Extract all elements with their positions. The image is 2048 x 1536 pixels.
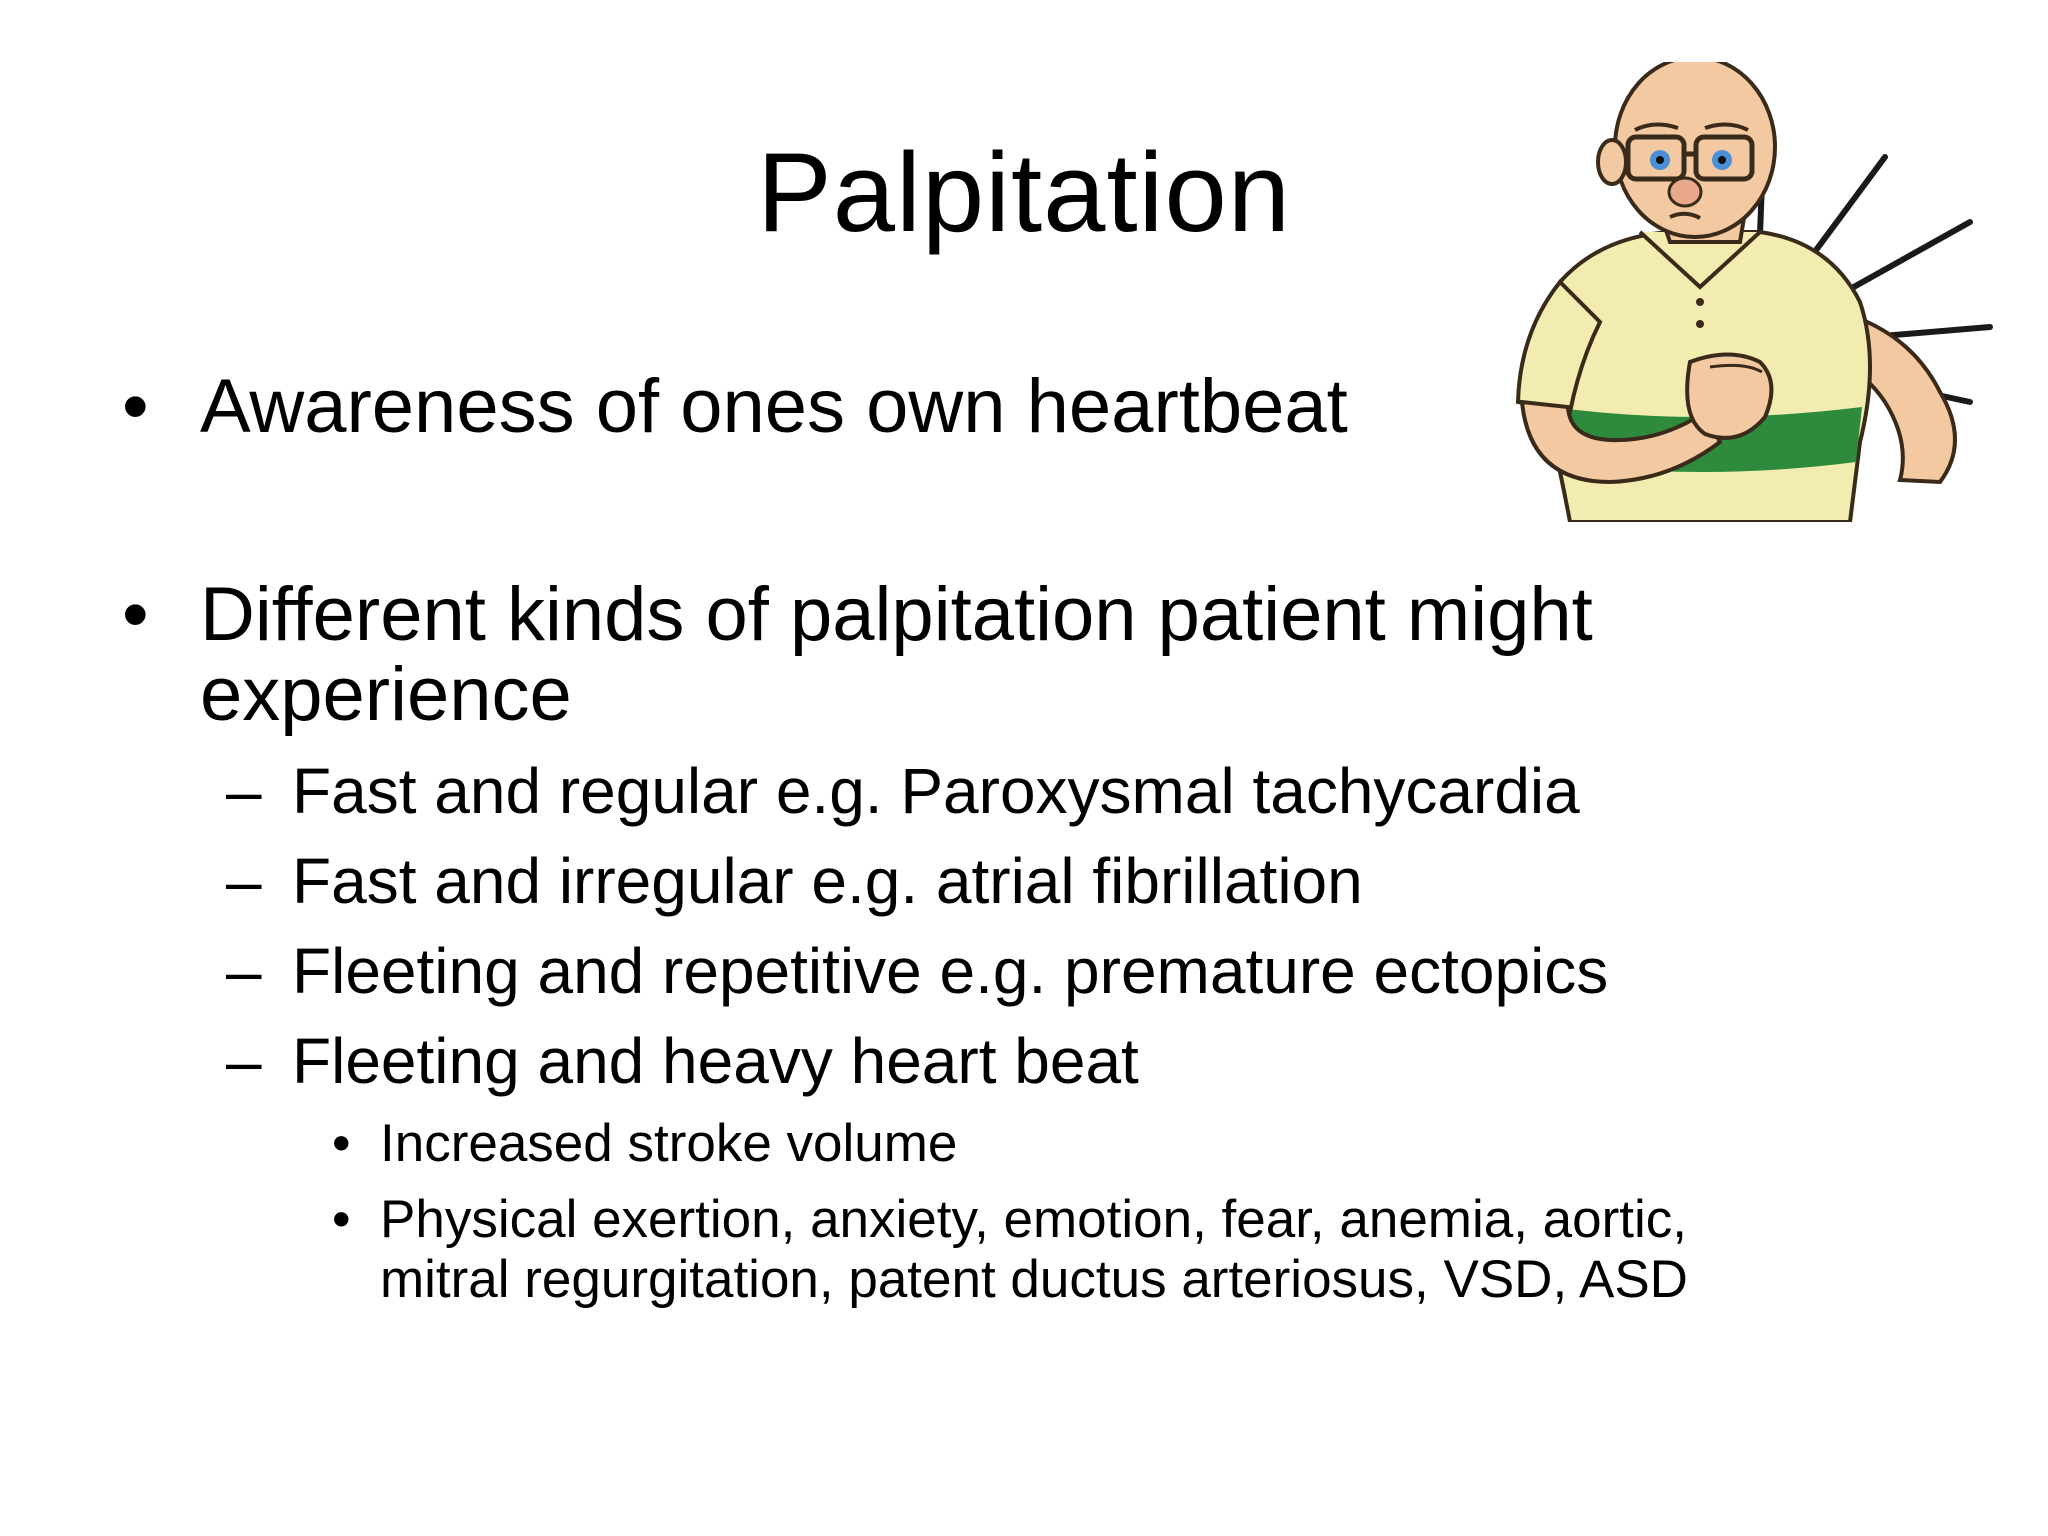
sub-bullet-fast-irregular (226, 846, 1826, 916)
sub-sub-bullet-causes (332, 1190, 1932, 1314)
bullet-text-line2: experience (200, 652, 572, 737)
sub-bullet-text: Fleeting and heavy heart beat (292, 1025, 1139, 1097)
bullet-awareness (122, 366, 1422, 448)
sub-bullet-text: Fast and regular e.g. Paroxysmal tachycardia (292, 755, 1580, 827)
bullet-marker: • (332, 1114, 351, 1173)
sub-sub-bullet-text-line1: Physical exertion, anxiety, emotion, fear, anemia, aortic, (380, 1190, 1687, 1249)
sub-bullet-text: Fast and irregular e.g. atrial fibrillation (292, 845, 1363, 917)
bullet-text-line1: Different kinds of palpitation patient might (200, 572, 1593, 657)
dash-marker: – (226, 755, 262, 827)
dash-marker: – (226, 845, 262, 917)
bullet-marker: • (122, 364, 149, 449)
sub-sub-bullet-text: Increased stroke volume (380, 1114, 958, 1173)
dash-marker: – (226, 1025, 262, 1097)
sub-bullet-fleeting-repetitive (226, 936, 1826, 1006)
dash-marker: – (226, 935, 262, 1007)
bullet-text: Awareness of ones own heartbeat (200, 364, 1348, 449)
sub-bullet-text: Fleeting and repetitive e.g. premature ectopics (292, 935, 1609, 1007)
sub-bullet-fleeting-heavy (226, 1026, 1826, 1096)
bullet-marker: • (332, 1190, 351, 1249)
sub-sub-bullet-text-line2: mitral regurgitation, patent ductus arteriosus, VSD, ASD (380, 1250, 1688, 1309)
man-with-palpitations-illustration (1500, 62, 2000, 522)
bullet-kinds (122, 574, 1722, 738)
sub-bullet-fast-regular (226, 756, 1826, 826)
bullet-marker: • (122, 572, 149, 657)
slide-title: Palpitation (756, 130, 1292, 255)
sub-sub-bullet-stroke-volume (332, 1114, 1832, 1174)
